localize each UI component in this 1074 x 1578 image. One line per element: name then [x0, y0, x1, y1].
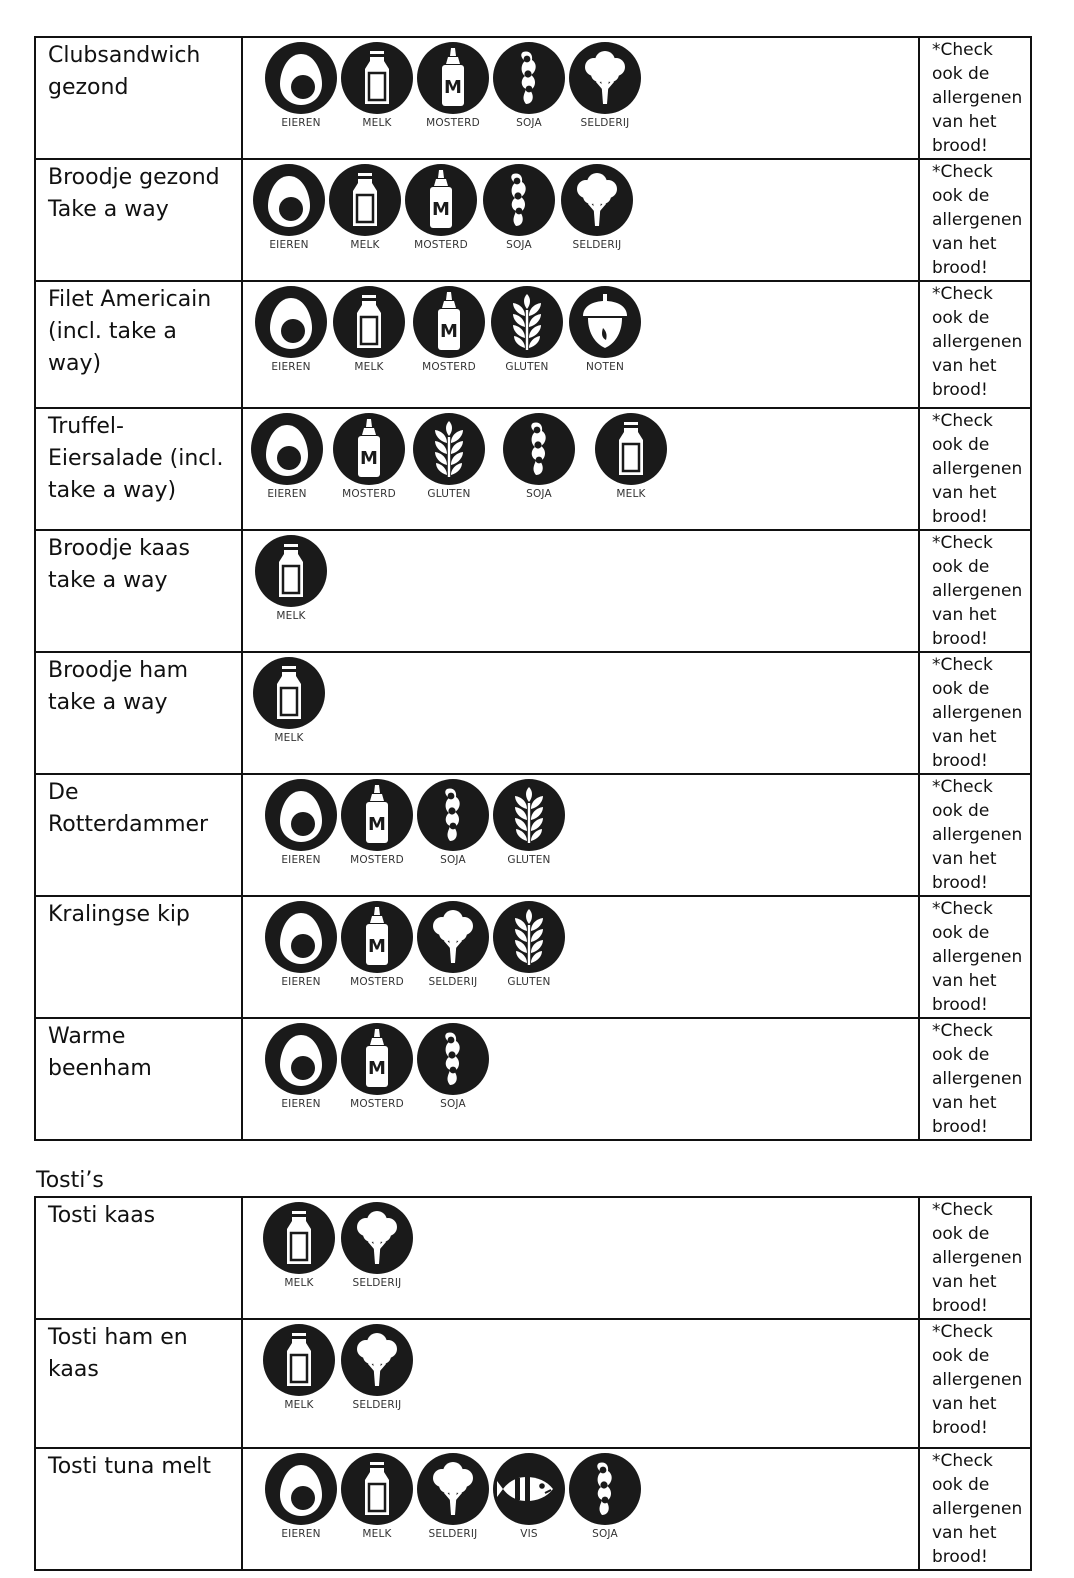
- svg-text:M: M: [440, 321, 458, 342]
- selderij-icon: [555, 164, 639, 236]
- dish-name: Filet Americain (incl. take a way): [35, 281, 242, 408]
- allergen-soja: [563, 1453, 647, 1540]
- gluten-icon: [487, 901, 571, 973]
- selderij-icon: [335, 1324, 419, 1396]
- allergen-melk: [335, 42, 419, 129]
- allergen-label: EIEREN: [281, 117, 321, 129]
- section-title-tostis: Tosti’s: [36, 1168, 104, 1193]
- melk-icon: [247, 657, 331, 729]
- melk-icon: [327, 286, 411, 358]
- allergen-label: EIEREN: [281, 1528, 321, 1540]
- melk-icon: [589, 413, 673, 485]
- allergen-label: SELDERIJ: [428, 976, 478, 988]
- allergen-melk: [589, 413, 673, 500]
- svg-text:M: M: [432, 199, 450, 220]
- allergen-label: MOSTERD: [422, 361, 476, 373]
- selderij-icon: [411, 901, 495, 973]
- selderij-icon: [335, 1202, 419, 1274]
- table-row: [35, 281, 1031, 408]
- allergen-label: MELK: [362, 117, 392, 129]
- allergen-label: MELK: [284, 1399, 314, 1411]
- allergen-melk: [327, 286, 411, 373]
- allergen-icons-cell: [242, 408, 919, 530]
- eieren-icon: [259, 42, 343, 114]
- allergen-mosterd: [335, 1023, 419, 1110]
- dish-name: Tosti ham en kaas: [35, 1319, 242, 1448]
- selderij-icon: [563, 42, 647, 114]
- dish-name: Kralingse kip: [35, 896, 242, 1018]
- mosterd-icon: [407, 286, 491, 358]
- allergen-label: SOJA: [440, 1098, 466, 1110]
- allergen-noten: [563, 286, 647, 373]
- allergen-label: SELDERIJ: [352, 1277, 402, 1289]
- allergen-label: SOJA: [440, 854, 466, 866]
- allergen-icons-cell: [242, 896, 919, 1018]
- vis-icon: [487, 1453, 571, 1525]
- allergen-icons-cell: [242, 1018, 919, 1140]
- allergen-label: SELDERIJ: [352, 1399, 402, 1411]
- allergen-table-sandwiches: [34, 36, 1032, 1141]
- svg-text:M: M: [368, 936, 386, 957]
- allergen-melk: [247, 657, 331, 744]
- allergen-eieren: [259, 901, 343, 988]
- allergen-melk: [335, 1453, 419, 1540]
- svg-text:M: M: [368, 1058, 386, 1079]
- soja-icon: [411, 1023, 495, 1095]
- table-row: [35, 774, 1031, 896]
- mosterd-icon: [327, 413, 411, 485]
- table-row: [35, 408, 1031, 530]
- allergen-table-tostis: [34, 1196, 1032, 1571]
- soja-icon: [487, 42, 571, 114]
- eieren-icon: [245, 413, 329, 485]
- bread-allergen-note: *Check ook de allergenen van het brood!: [919, 1018, 1031, 1140]
- allergen-eieren: [249, 286, 333, 373]
- dish-name: Broodje ham take a way: [35, 652, 242, 774]
- allergen-label: MOSTERD: [414, 239, 468, 251]
- allergen-selderij: [411, 901, 495, 988]
- allergen-soja: [477, 164, 561, 251]
- svg-text:M: M: [368, 814, 386, 835]
- allergen-label: MELK: [284, 1277, 314, 1289]
- eieren-icon: [247, 164, 331, 236]
- allergen-selderij: [563, 42, 647, 129]
- allergen-icons-cell: [242, 652, 919, 774]
- allergen-icons-cell: [242, 1197, 919, 1319]
- allergen-label: EIEREN: [281, 976, 321, 988]
- allergen-label: EIEREN: [281, 854, 321, 866]
- allergen-label: EIEREN: [269, 239, 309, 251]
- allergen-melk: [257, 1202, 341, 1289]
- gluten-icon: [487, 779, 571, 851]
- allergen-eieren: [259, 1023, 343, 1110]
- allergen-icons-cell: [242, 1448, 919, 1570]
- allergen-icons-cell: [242, 774, 919, 896]
- allergen-selderij: [335, 1202, 419, 1289]
- allergen-soja: [411, 1023, 495, 1110]
- melk-icon: [335, 1453, 419, 1525]
- allergen-mosterd: [407, 286, 491, 373]
- eieren-icon: [259, 1023, 343, 1095]
- allergen-label: SELDERIJ: [580, 117, 630, 129]
- allergen-label: MELK: [362, 1528, 392, 1540]
- eieren-icon: [249, 286, 333, 358]
- allergen-label: NOTEN: [585, 361, 625, 373]
- allergen-label: GLUTEN: [507, 976, 551, 988]
- melk-icon: [323, 164, 407, 236]
- allergen-label: GLUTEN: [427, 488, 471, 500]
- allergen-label: MOSTERD: [350, 976, 404, 988]
- allergen-mosterd: [335, 779, 419, 866]
- allergen-label: MOSTERD: [350, 1098, 404, 1110]
- allergen-selderij: [335, 1324, 419, 1411]
- table-row: [35, 1448, 1031, 1570]
- allergen-melk: [323, 164, 407, 251]
- allergen-label: MELK: [354, 361, 384, 373]
- soja-icon: [563, 1453, 647, 1525]
- allergen-gluten: [487, 901, 571, 988]
- allergen-label: EIEREN: [281, 1098, 321, 1110]
- allergen-label: EIEREN: [267, 488, 307, 500]
- bread-allergen-note: *Check ook de allergenen van het brood!: [919, 530, 1031, 652]
- allergen-label: VIS: [520, 1528, 538, 1540]
- allergen-label: MOSTERD: [342, 488, 396, 500]
- allergen-gluten: [485, 286, 569, 373]
- allergen-label: SELDERIJ: [428, 1528, 478, 1540]
- allergen-label: MELK: [350, 239, 380, 251]
- allergen-eieren: [259, 42, 343, 129]
- allergen-label: MOSTERD: [350, 854, 404, 866]
- svg-text:M: M: [444, 77, 462, 98]
- allergen-melk: [257, 1324, 341, 1411]
- dish-name: Broodje kaas take a way: [35, 530, 242, 652]
- allergen-gluten: [487, 779, 571, 866]
- eieren-icon: [259, 779, 343, 851]
- allergen-melk: [249, 535, 333, 622]
- melk-icon: [335, 42, 419, 114]
- bread-allergen-note: *Check ook de allergenen van het brood!: [919, 1197, 1031, 1319]
- table-row: [35, 1319, 1031, 1448]
- allergen-label: MELK: [274, 732, 304, 744]
- allergen-eieren: [259, 779, 343, 866]
- allergen-soja: [497, 413, 581, 500]
- bread-allergen-note: *Check ook de allergenen van het brood!: [919, 652, 1031, 774]
- table-row: [35, 159, 1031, 281]
- bread-allergen-note: *Check ook de allergenen van het brood!: [919, 774, 1031, 896]
- bread-allergen-note: *Check ook de allergenen van het brood!: [919, 159, 1031, 281]
- allergen-label: MOSTERD: [426, 117, 480, 129]
- allergen-mosterd: [327, 413, 411, 500]
- allergen-label: GLUTEN: [505, 361, 549, 373]
- allergen-mosterd: [399, 164, 483, 251]
- dish-name: Broodje gezond Take a way: [35, 159, 242, 281]
- gluten-icon: [485, 286, 569, 358]
- bread-allergen-note: *Check ook de allergenen van het brood!: [919, 1319, 1031, 1448]
- dish-name: Warme beenham: [35, 1018, 242, 1140]
- soja-icon: [477, 164, 561, 236]
- eieren-icon: [259, 901, 343, 973]
- allergen-icons-cell: [242, 159, 919, 281]
- allergen-label: SOJA: [592, 1528, 618, 1540]
- allergen-icons-cell: [242, 530, 919, 652]
- allergen-label: MELK: [616, 488, 646, 500]
- mosterd-icon: [335, 779, 419, 851]
- allergen-mosterd: [411, 42, 495, 129]
- allergen-selderij: [411, 1453, 495, 1540]
- allergen-label: MELK: [276, 610, 306, 622]
- dish-name: Truffel-Eiersalade (incl. take a way): [35, 408, 242, 530]
- table-row: [35, 37, 1031, 159]
- allergen-soja: [487, 42, 571, 129]
- melk-icon: [257, 1202, 341, 1274]
- allergen-gluten: [407, 413, 491, 500]
- allergen-eieren: [259, 1453, 343, 1540]
- bread-allergen-note: *Check ook de allergenen van het brood!: [919, 37, 1031, 159]
- mosterd-icon: [399, 164, 483, 236]
- allergen-eieren: [245, 413, 329, 500]
- allergen-label: GLUTEN: [507, 854, 551, 866]
- bread-allergen-note: *Check ook de allergenen van het brood!: [919, 281, 1031, 408]
- selderij-icon: [411, 1453, 495, 1525]
- allergen-icons-cell: [242, 1319, 919, 1448]
- allergen-mosterd: [335, 901, 419, 988]
- allergen-icons-cell: [242, 37, 919, 159]
- dish-name: Tosti tuna melt: [35, 1448, 242, 1570]
- table-row: [35, 530, 1031, 652]
- melk-icon: [257, 1324, 341, 1396]
- table-row: [35, 1197, 1031, 1319]
- bread-allergen-note: *Check ook de allergenen van het brood!: [919, 408, 1031, 530]
- allergen-label: SOJA: [526, 488, 552, 500]
- allergen-label: SELDERIJ: [572, 239, 622, 251]
- soja-icon: [497, 413, 581, 485]
- melk-icon: [249, 535, 333, 607]
- allergen-selderij: [555, 164, 639, 251]
- dish-name: Clubsandwich gezond: [35, 37, 242, 159]
- mosterd-icon: [335, 1023, 419, 1095]
- allergen-label: EIEREN: [271, 361, 311, 373]
- table-row: [35, 896, 1031, 1018]
- allergen-icons-cell: [242, 281, 919, 408]
- mosterd-icon: [411, 42, 495, 114]
- eieren-icon: [259, 1453, 343, 1525]
- soja-icon: [411, 779, 495, 851]
- gluten-icon: [407, 413, 491, 485]
- allergen-label: SOJA: [506, 239, 532, 251]
- allergen-eieren: [247, 164, 331, 251]
- allergen-label: SOJA: [516, 117, 542, 129]
- dish-name: Tosti kaas: [35, 1197, 242, 1319]
- bread-allergen-note: *Check ook de allergenen van het brood!: [919, 1448, 1031, 1570]
- dish-name: De Rotterdammer: [35, 774, 242, 896]
- mosterd-icon: [335, 901, 419, 973]
- table-row: [35, 1018, 1031, 1140]
- allergen-vis: [487, 1453, 571, 1540]
- bread-allergen-note: *Check ook de allergenen van het brood!: [919, 896, 1031, 1018]
- svg-text:M: M: [360, 448, 378, 469]
- noten-icon: [563, 286, 647, 358]
- allergen-soja: [411, 779, 495, 866]
- table-row: [35, 652, 1031, 774]
